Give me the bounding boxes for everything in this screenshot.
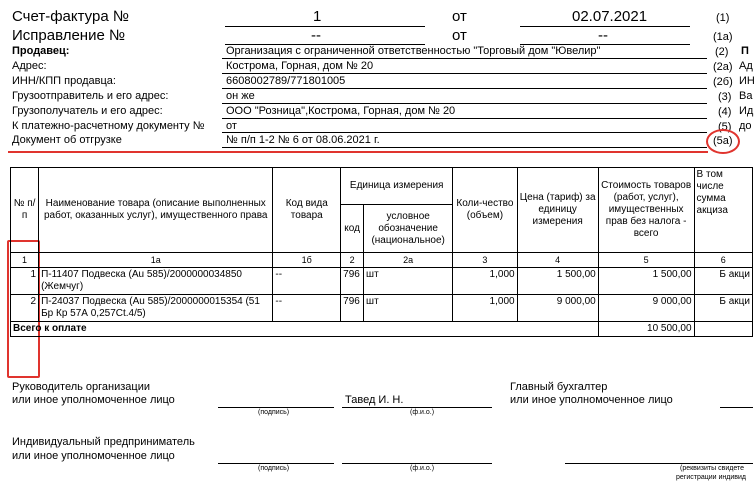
head-fio-caption: (ф.и.о.) (410, 409, 435, 416)
address-label: Адрес: (12, 60, 47, 72)
header-unit-code: код (341, 205, 364, 253)
invoice-number: 1 (313, 8, 322, 25)
row-num: 1 (11, 268, 39, 295)
header-unit-name: условное обозначение (национальное) (364, 205, 453, 253)
invoice-date: 02.07.2021 (572, 8, 648, 25)
shipper-label: Грузоотправитель и его адрес: (12, 90, 169, 102)
consignee-value: ООО "Розница",Кострома, Горная, дом № 20 (226, 105, 456, 117)
head-sign-caption: (подпись) (258, 409, 290, 416)
head-label-1: Руководитель организации (12, 381, 151, 393)
correction-label: Исправление № (12, 27, 126, 44)
correction-from-label: от (452, 27, 467, 44)
row-kind: -- (273, 268, 341, 295)
table-row (11, 268, 753, 295)
table-row (11, 295, 753, 322)
entrepreneur-label-1: Индивидуальный предприниматель (12, 436, 195, 448)
inn-value: 6608002789/771801005 (226, 75, 346, 87)
seller-right-cut: П (741, 45, 749, 57)
row-unit-name: шт (364, 268, 453, 295)
row-price: 1 500,00 (517, 268, 598, 295)
payment-doc-right-cut: до (739, 120, 752, 132)
annotation-underline (8, 151, 708, 153)
total-tax-cell (694, 322, 752, 337)
entrepreneur-label-2: или иное уполномоченное лицо (12, 450, 175, 462)
header-kind: Код вида товара (273, 168, 341, 253)
seller-label: Продавец: (12, 45, 70, 57)
inn-code: (2б) (713, 76, 733, 88)
shipper-right-cut: Ва (739, 90, 753, 102)
correction-code: (1а) (713, 31, 733, 43)
colnum-1: 1 (11, 253, 39, 268)
address-value: Кострома, Горная, дом № 20 (226, 60, 374, 72)
consignee-right-cut: Ид (739, 105, 754, 117)
row-qty: 1,000 (453, 295, 517, 322)
correction-number: -- (311, 27, 321, 44)
inn-right-cut: ИН (739, 75, 755, 87)
row-name: П-24037 Подвеска (Au 585)/2000000015354 (51 Бр Кр 57А 0,257Ct.4/5) (39, 295, 273, 322)
colnum-6: 6 (694, 253, 752, 268)
row-tax: Б акци (694, 268, 752, 295)
header-cost: Стоимость товаров (работ, услуг), имущественных прав без налога - всего (598, 168, 694, 253)
colnum-5: 5 (598, 253, 694, 268)
invoice-label: Счет-фактура № (12, 8, 129, 25)
total-row (11, 322, 753, 337)
items-table (10, 167, 753, 337)
shipping-doc-value: № п/п 1-2 № 6 от 08.06.2021 г. (226, 134, 380, 146)
row-qty: 1,000 (453, 268, 517, 295)
seller-value: Организация с ограниченной ответственностью "Торговый дом "Ювелир" (226, 45, 601, 57)
header-unit: Единица измерения (341, 168, 453, 205)
colnum-2a: 2а (364, 253, 453, 268)
shipping-doc-code: (5а) (713, 135, 733, 147)
chief-label-2: или иное уполномоченное лицо (510, 394, 673, 406)
invoice-from-label: от (452, 8, 467, 25)
requisites-caption-2: регистрации индивид (676, 474, 746, 481)
payment-doc-code: (5) (718, 121, 732, 133)
requisites-caption-1: (реквизиты свидете (680, 465, 745, 472)
head-name: Тавед И. Н. (345, 394, 404, 406)
consignee-code: (4) (718, 106, 732, 118)
colnum-1b: 1б (273, 253, 341, 268)
row-cost: 1 500,00 (598, 268, 694, 295)
payment-doc-from: от (226, 120, 237, 132)
shipper-value: он же (226, 90, 255, 102)
address-code: (2а) (713, 61, 733, 73)
address-right-cut: Ад (739, 60, 753, 72)
chief-label-1: Главный бухгалтер (510, 381, 608, 393)
header-price: Цена (тариф) за единицу измерения (517, 168, 598, 253)
row-unit-code: 796 (341, 295, 364, 322)
inn-label: ИНН/КПП продавца: (12, 75, 116, 87)
row-unit-name: шт (364, 295, 453, 322)
seller-code: (2) (715, 46, 729, 58)
colnum-3: 3 (453, 253, 517, 268)
header-name: Наименование товара (описание выполненных работ, оказанных услуг), имущественного права (39, 168, 273, 253)
colnum-2: 2 (341, 253, 364, 268)
payment-doc-label: К платежно-расчетному документу № (12, 120, 205, 132)
entrepreneur-fio-caption: (ф.и.о.) (410, 465, 435, 472)
row-kind: -- (273, 295, 341, 322)
entrepreneur-sign-caption: (подпись) (258, 465, 290, 472)
header-qty: Коли-чество (объем) (453, 168, 517, 253)
row-price: 9 000,00 (517, 295, 598, 322)
colnum-1a: 1а (39, 253, 273, 268)
row-cost: 9 000,00 (598, 295, 694, 322)
header-num: № п/п (11, 168, 39, 253)
consignee-label: Грузополучатель и его адрес: (12, 105, 163, 117)
colnum-4: 4 (517, 253, 598, 268)
shipping-doc-label: Документ об отгрузке (12, 134, 122, 146)
head-label-2: или иное уполномоченное лицо (12, 394, 175, 406)
row-num: 2 (11, 295, 39, 322)
annotation-circle (706, 129, 740, 154)
total-value: 10 500,00 (598, 322, 694, 337)
total-label: Всего к оплате (11, 322, 599, 337)
row-name: П-11407 Подвеска (Au 585)/2000000034850 (Жемчуг) (39, 268, 273, 295)
invoice-code: (1) (716, 12, 730, 24)
row-unit-code: 796 (341, 268, 364, 295)
header-tax: В том числе сумма акциза (694, 168, 752, 253)
correction-date: -- (598, 27, 608, 44)
shipper-code: (3) (718, 91, 732, 103)
row-tax: Б акци (694, 295, 752, 322)
